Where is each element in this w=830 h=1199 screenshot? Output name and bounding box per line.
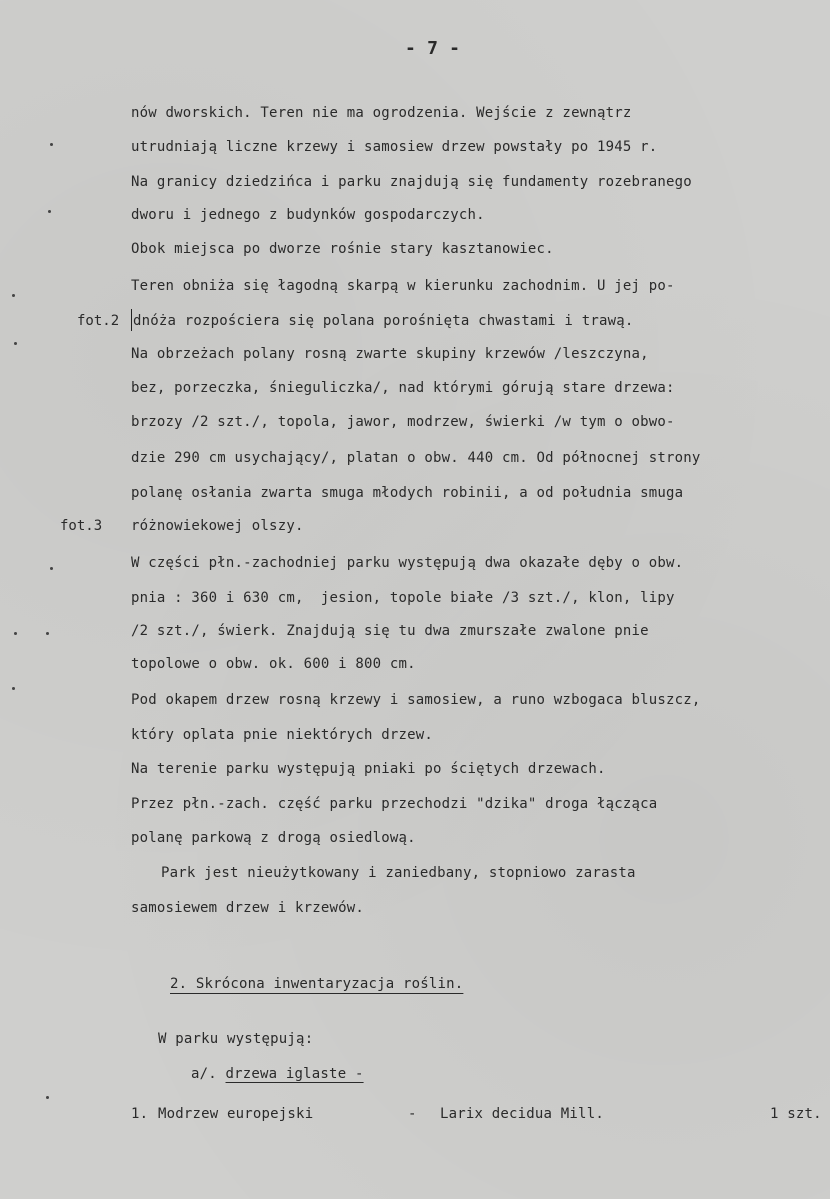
species-latin-name: Larix decidua Mill. <box>440 1106 604 1122</box>
text-line: dzie 290 cm usychający/, platan o obw. 440 cm. Od północnej strony <box>131 450 701 466</box>
text-line: nów dworskich. Teren nie ma ogrodzenia. Wejście z zewnątrz <box>131 105 632 121</box>
text-line: topolowe o obw. ok. 600 i 800 cm. <box>131 656 416 672</box>
punch-mark <box>46 1096 49 1099</box>
text-line: dnóża rozpościera się polana porośnięta chwastami i trawą. <box>133 313 634 329</box>
margin-note-photo: fot.3 <box>60 518 103 534</box>
text-line: brzozy /2 szt./, topola, jawor, modrzew, świerki /w tym o obwo- <box>131 414 675 430</box>
text-line: bez, porzeczka, śnieguliczka/, nad którymi górują stare drzewa: <box>131 380 675 396</box>
text-line: dworu i jednego z budynków gospodarczych. <box>131 207 485 223</box>
species-common-name: Modrzew europejski <box>158 1106 314 1122</box>
punch-mark <box>12 687 15 690</box>
page-number: - 7 - <box>405 38 461 59</box>
text-line: polanę osłania zwarta smuga młodych robinii, a od południa smuga <box>131 485 684 501</box>
punch-mark <box>50 143 53 146</box>
text-line: Na obrzeżach polany rosną zwarte skupiny krzewów /leszczyna, <box>131 346 649 362</box>
text-line: pnia : 360 i 630 cm, jesion, topole białe /3 szt./, klon, lipy <box>131 590 675 606</box>
text-line: polanę parkową z drogą osiedlową. <box>131 830 416 846</box>
text-line: Pod okapem drzew rosną krzewy i samosiew, a runo wzbogaca bluszcz, <box>131 692 701 708</box>
punch-mark <box>12 294 15 297</box>
text-line: Na terenie parku występują pniaki po ściętych drzewach. <box>131 761 606 777</box>
punch-mark <box>46 632 49 635</box>
text-line: Park jest nieużytkowany i zaniedbany, stopniowo zarasta <box>161 865 636 881</box>
text-line: Przez płn.-zach. część parku przechodzi "dzika" droga łącząca <box>131 796 658 812</box>
text-line: samosiewem drzew i krzewów. <box>131 900 364 916</box>
text-line: W części płn.-zachodniej parku występują dwa okazałe dęby o obw. <box>131 555 684 571</box>
margin-note-photo: fot.2 <box>77 313 120 329</box>
text-line: /2 szt./, świerk. Znajdują się tu dwa zmurszałe zwalone pnie <box>131 623 649 639</box>
text-line: Na granicy dziedzińca i parku znajdują się fundamenty rozebranego <box>131 174 692 190</box>
species-row-number: 1. <box>131 1106 149 1122</box>
text-line: Teren obniża się łagodną skarpą w kierunku zachodnim. U jej po- <box>131 278 675 294</box>
section-heading: 2. Skrócona inwentaryzacja roślin. <box>170 976 464 992</box>
punch-mark <box>14 342 17 345</box>
text-line: Obok miejsca po dworze rośnie stary kasztanowiec. <box>131 241 554 257</box>
species-count: 1 szt. <box>770 1106 822 1122</box>
subsection-prefix: a/. <box>191 1066 226 1082</box>
text-cursor <box>131 309 132 331</box>
punch-mark <box>48 210 51 213</box>
punch-mark <box>14 632 17 635</box>
text-line: który oplata pnie niektórych drzew. <box>131 727 434 743</box>
subsection-title: drzewa iglaste - <box>225 1066 364 1082</box>
section-intro: W parku występują: <box>158 1031 314 1047</box>
species-dash: - <box>408 1106 417 1122</box>
text-line: utrudniają liczne krzewy i samosiew drzew powstały po 1945 r. <box>131 139 658 155</box>
subsection-label <box>191 1066 364 1082</box>
text-line: różnowiekowej olszy. <box>131 518 304 534</box>
punch-mark <box>50 567 53 570</box>
